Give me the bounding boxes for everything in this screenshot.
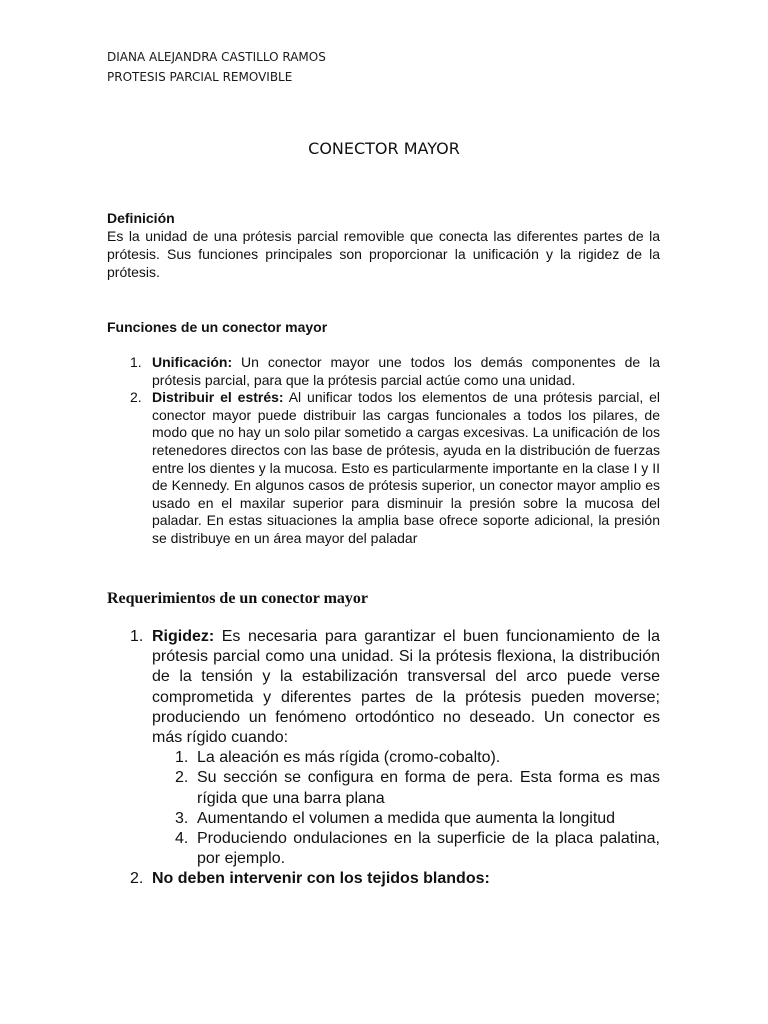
document-subject: PROTESIS PARCIAL REMOVIBLE — [107, 70, 293, 84]
sublist-number: 1. — [175, 749, 189, 767]
sublist-item-text: Su sección se configura en forma de pera. Esta forma es mas rígida que una barra plana — [197, 769, 660, 807]
definition-heading: Definición — [107, 210, 175, 226]
page-title: CONECTOR MAYOR — [308, 139, 460, 158]
requirements-heading: Requerimientos de un conector mayor — [107, 590, 368, 607]
sublist-item-text: La aleación es más rígida (cromo-cobalto). — [197, 749, 501, 767]
list-number: 1. — [130, 628, 144, 645]
list-item — [107, 869, 660, 889]
list-item — [107, 354, 660, 389]
sublist-number: 2. — [175, 769, 189, 787]
sublist-item-text: Produciendo ondulaciones en la superficie de la placa palatina, por ejemplo. — [197, 830, 660, 868]
definition-body: Es la unidad de una prótesis parcial removible que conecta las diferentes partes de la prótesis. Sus funciones principales son proporcionar la unificación y la rigidez de la prótesis. — [107, 228, 660, 280]
sublist-item — [152, 768, 660, 808]
rigidity-sublist — [152, 748, 660, 869]
list-item-term: No deben intervenir con los tejidos blandos: — [152, 870, 490, 888]
list-item-text: Es necesaria para garantizar el buen funcionamiento de la prótesis parcial como una unidad. Si la prótesis flexiona, la distribución de la tensión y la estabilización transversal del arco puede verse comprometida y diferentes partes de la prótesis pueden moverse; produciendo un fenómeno ortodóntico no deseado. Un conector es más rígido cuando: — [152, 628, 660, 747]
document-header — [107, 47, 326, 87]
list-item-term: Rigidez: — [152, 628, 215, 645]
list-item — [107, 627, 660, 869]
author-name: DIANA ALEJANDRA CASTILLO RAMOS — [107, 50, 326, 64]
list-item — [107, 389, 660, 547]
sublist-item — [152, 829, 660, 869]
sublist-item — [152, 748, 660, 768]
list-item-text: Un conector mayor une todos los demás componentes de la prótesis parcial, para que la prótesis parcial actúe como una unidad. — [152, 354, 660, 388]
sublist-item-text: Aumentando el volumen a medida que aumenta la longitud — [197, 809, 616, 827]
sublist-item — [152, 809, 660, 829]
sublist-number: 3. — [175, 809, 189, 827]
list-number: 2. — [130, 389, 142, 406]
functions-heading: Funciones de un conector mayor — [107, 319, 328, 335]
list-number: 2. — [130, 870, 144, 888]
requirements-list — [107, 627, 660, 890]
list-number: 1. — [130, 354, 142, 370]
sublist-number: 4. — [175, 830, 189, 848]
list-item-term: Distribuir el estrés: — [152, 389, 284, 406]
list-item-text: Al unificar todos los elementos de una prótesis parcial, el conector mayor puede distribuir las cargas funcionales a todos los pilares, de modo que no hay un solo pilar sometido a cargas excesivas. La unificación de los retenedores directos con las base de prótesis, ayuda en la distribución de fuerzas entre los dientes y la mucosa. Esto es particularmente importante en la clase I y II de Kennedy. En algunos casos de prótesis superior, un conector mayor amplio es usado en el maxilar superior para disminuir la presión sobre la mucosa del paladar. En estas situaciones la amplia base ofrece soporte adicional, la presión se distribuye en un área mayor del paladar — [152, 389, 661, 546]
list-item-term: Unificación: — [152, 354, 233, 370]
functions-list — [107, 354, 660, 548]
